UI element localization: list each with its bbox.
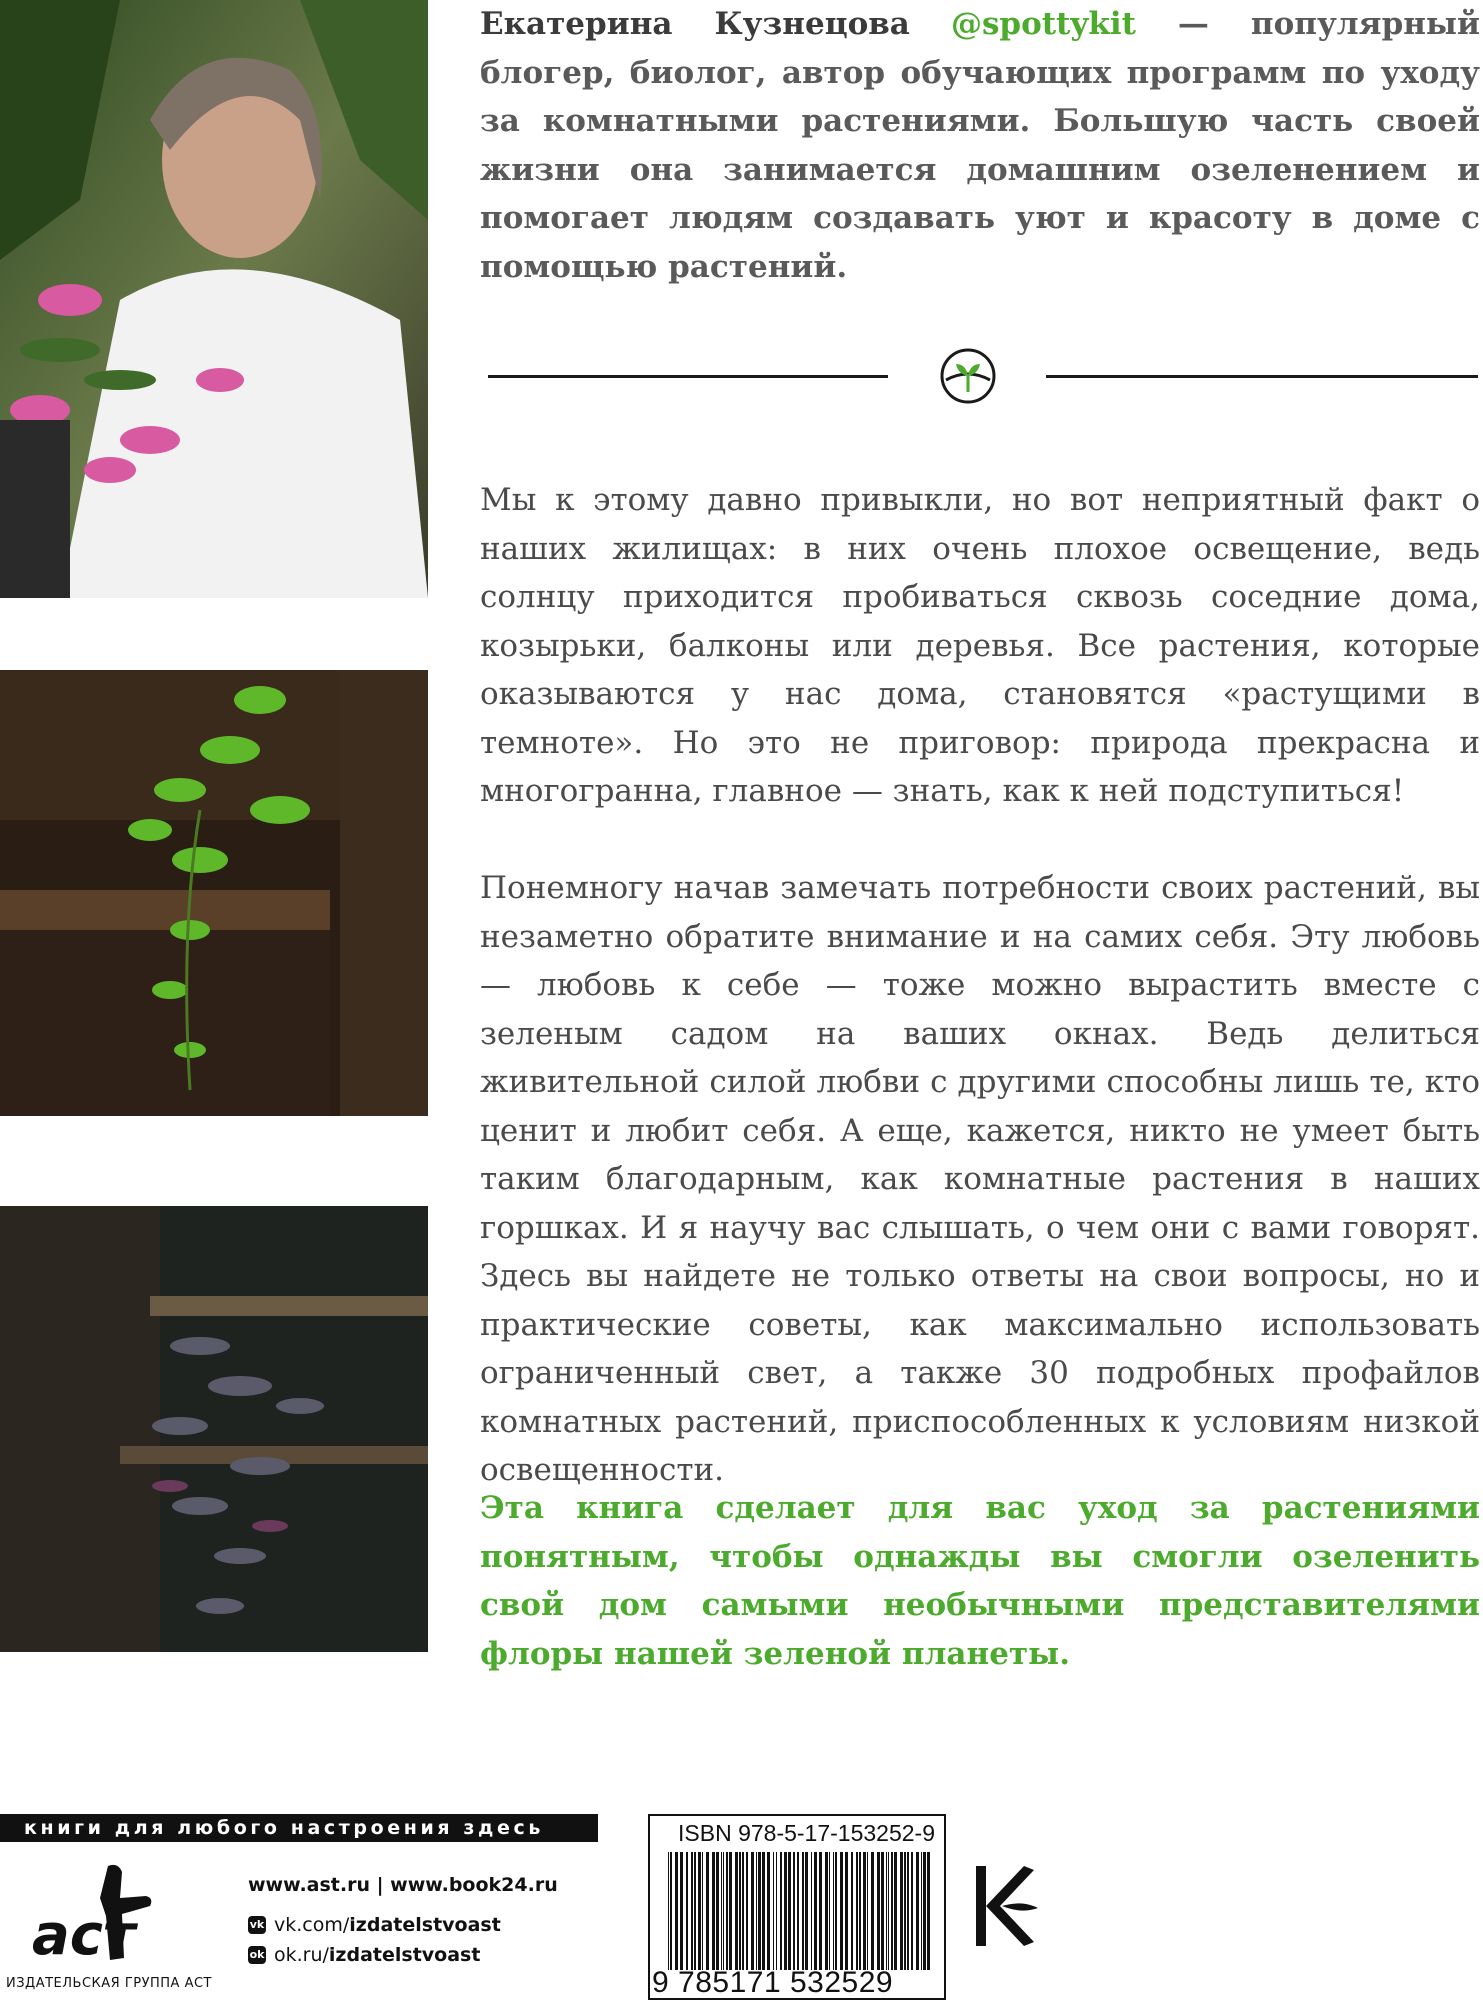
barcode-bar — [835, 1852, 837, 1970]
k-logo — [972, 1856, 1042, 1956]
barcode-bar — [904, 1852, 906, 1970]
barcode-bar — [784, 1852, 787, 1970]
barcode-bar — [780, 1852, 782, 1970]
barcode-bar — [829, 1852, 830, 1970]
website-links[interactable]: www.ast.ru | www.book24.ru — [248, 1874, 558, 1896]
barcode-bar — [670, 1852, 672, 1970]
barcode-bar — [833, 1852, 834, 1970]
ok-icon: ok — [248, 1946, 266, 1964]
barcode-bar — [706, 1852, 709, 1970]
author-photo — [0, 0, 428, 598]
body-paragraph-1: Мы к этому давно привыкли, но вот неприятный факт о наших жилищах: в них очень плохое освещение, ведь солнцу приходится пробиваться сквозь соседние дома, козырьки, балконы или деревья. Все растения, которые оказываются у нас дома, становятся «растущими в темноте». Но это не приговор: природа прекрасна и многогранна, главное — знать, как к ней подступиться! — [480, 482, 1480, 809]
barcode-bar — [756, 1852, 757, 1970]
barcode-bar — [698, 1852, 701, 1970]
barcode-bar — [758, 1852, 761, 1970]
barcode-bar — [856, 1852, 858, 1970]
author-bio-text: — популярный блогер, биолог, автор обучающих программ по уходу за комнатными растениями. Большую часть своей жизни она занимается домашним озеленением и помогает людям создавать уют и красоту в доме с помощью растений. — [480, 6, 1480, 285]
isbn-number: ISBN 978-5-17-153252-9 — [678, 1820, 935, 1846]
barcode-bar — [881, 1852, 884, 1970]
barcode-bar — [863, 1852, 866, 1970]
barcode-bar — [819, 1852, 822, 1970]
barcode-bar — [900, 1852, 903, 1970]
barcode-bar — [911, 1852, 913, 1970]
ok-prefix: ok.ru/ — [274, 1944, 329, 1966]
tradescantia-plant-photo — [0, 1206, 428, 1652]
barcode-bar — [793, 1852, 795, 1970]
barcode-bar — [742, 1852, 744, 1970]
barcode-bar — [877, 1852, 880, 1970]
barcode-bar — [762, 1852, 765, 1970]
barcode-bar — [726, 1852, 728, 1970]
barcode-bar — [712, 1852, 715, 1970]
barcode-bar — [867, 1852, 868, 1970]
barcode-bar — [746, 1852, 748, 1970]
barcode-bar — [921, 1852, 922, 1970]
barcode-bar — [871, 1852, 874, 1970]
highlight-paragraph: Эта книга сделает для вас уход за растениями понятным, чтобы однажды вы смогли озеленить свой дом самыми необычными представителями флоры нашей зеленой планеты. — [480, 1490, 1480, 1672]
barcode-bar — [851, 1852, 853, 1970]
barcode-bar — [739, 1852, 741, 1970]
barcode-bar — [916, 1852, 919, 1970]
barcode-bar — [751, 1852, 754, 1970]
barcode-bar — [927, 1852, 930, 1970]
pothos-plant-photo — [0, 670, 428, 1116]
barcode-bar — [721, 1852, 722, 1970]
barcode-bar — [694, 1852, 696, 1970]
ast-logo-text: аст — [32, 1903, 136, 1968]
barcode-bar — [802, 1852, 804, 1970]
barcode-bar — [825, 1852, 828, 1970]
barcode-bar — [814, 1852, 817, 1970]
barcode-bar — [891, 1852, 893, 1970]
barcode-bar — [668, 1852, 669, 1970]
barcode-bar — [723, 1852, 724, 1970]
vk-name: izdatelstvoast — [349, 1914, 501, 1936]
barcode-bar — [716, 1852, 719, 1970]
vk-icon: vk — [248, 1916, 266, 1934]
barcode-bars — [666, 1852, 934, 1970]
barcode-bar — [888, 1852, 889, 1970]
barcode-bar — [767, 1852, 770, 1970]
barcode-bar — [773, 1852, 774, 1970]
barcode-bar — [729, 1852, 732, 1970]
barcode-bar — [702, 1852, 703, 1970]
divider-rule-left — [488, 375, 888, 378]
barcode-digits: 9 785171 532529 — [652, 1966, 894, 1999]
slogan-band: книги для любого настроения здесь — [0, 1814, 598, 1842]
barcode-bar — [907, 1852, 909, 1970]
author-name: Екатерина Кузнецова — [480, 6, 910, 42]
ast-logo — [30, 1858, 180, 1968]
leaf-emblem-icon — [938, 346, 998, 406]
barcode-bar — [840, 1852, 843, 1970]
barcode-bar — [923, 1852, 926, 1970]
barcode-bar — [788, 1852, 791, 1970]
barcode-bar — [886, 1852, 887, 1970]
vk-prefix: vk.com/ — [274, 1914, 350, 1936]
author-bio — [480, 0, 1480, 291]
barcode-bar — [691, 1852, 693, 1970]
divider-rule-right — [1046, 375, 1478, 378]
barcode-bar — [686, 1852, 688, 1970]
barcode-bar — [811, 1852, 812, 1970]
vk-link[interactable] — [248, 1914, 501, 1936]
barcode-bar — [680, 1852, 683, 1970]
publisher-name: ИЗДАТЕЛЬСКАЯ ГРУППА АСТ — [6, 1976, 212, 1991]
section-divider — [488, 346, 1478, 406]
isbn-barcode — [648, 1814, 946, 2000]
barcode-bar — [735, 1852, 738, 1970]
barcode-bar — [859, 1852, 861, 1970]
ok-name: izdatelstvoast — [328, 1944, 481, 1966]
body-paragraph-2: Понемногу начав замечать потребности своих растений, вы незаметно обратите внимание и на самих себя. Эту любовь — любовь к себе — тоже можно вырастить вместе с зеленым садом на ваших окнах. Ведь делиться живительной силой любви с другими способны лишь те, кто ценит и любит себя. А еще, кажется, никто не умеет быть таким благодарным, как комнатные растения в наших горшках. И я научу вас слышать, о чем они с вами говорят. Здесь вы найдете не только ответы на свои вопросы, но и практические советы, как максимально использовать ограниченный свет, а также 30 подробных профайлов комнатных растений, приспособленных к условиям низкой освещенности. — [480, 870, 1480, 1488]
ok-link[interactable] — [248, 1944, 480, 1966]
barcode-bar — [894, 1852, 897, 1970]
barcode-bar — [776, 1852, 777, 1970]
author-handle: @spottykit — [950, 6, 1136, 42]
barcode-bar — [675, 1852, 678, 1970]
barcode-bar — [805, 1852, 808, 1970]
barcode-bar — [797, 1852, 799, 1970]
barcode-bar — [845, 1852, 848, 1970]
